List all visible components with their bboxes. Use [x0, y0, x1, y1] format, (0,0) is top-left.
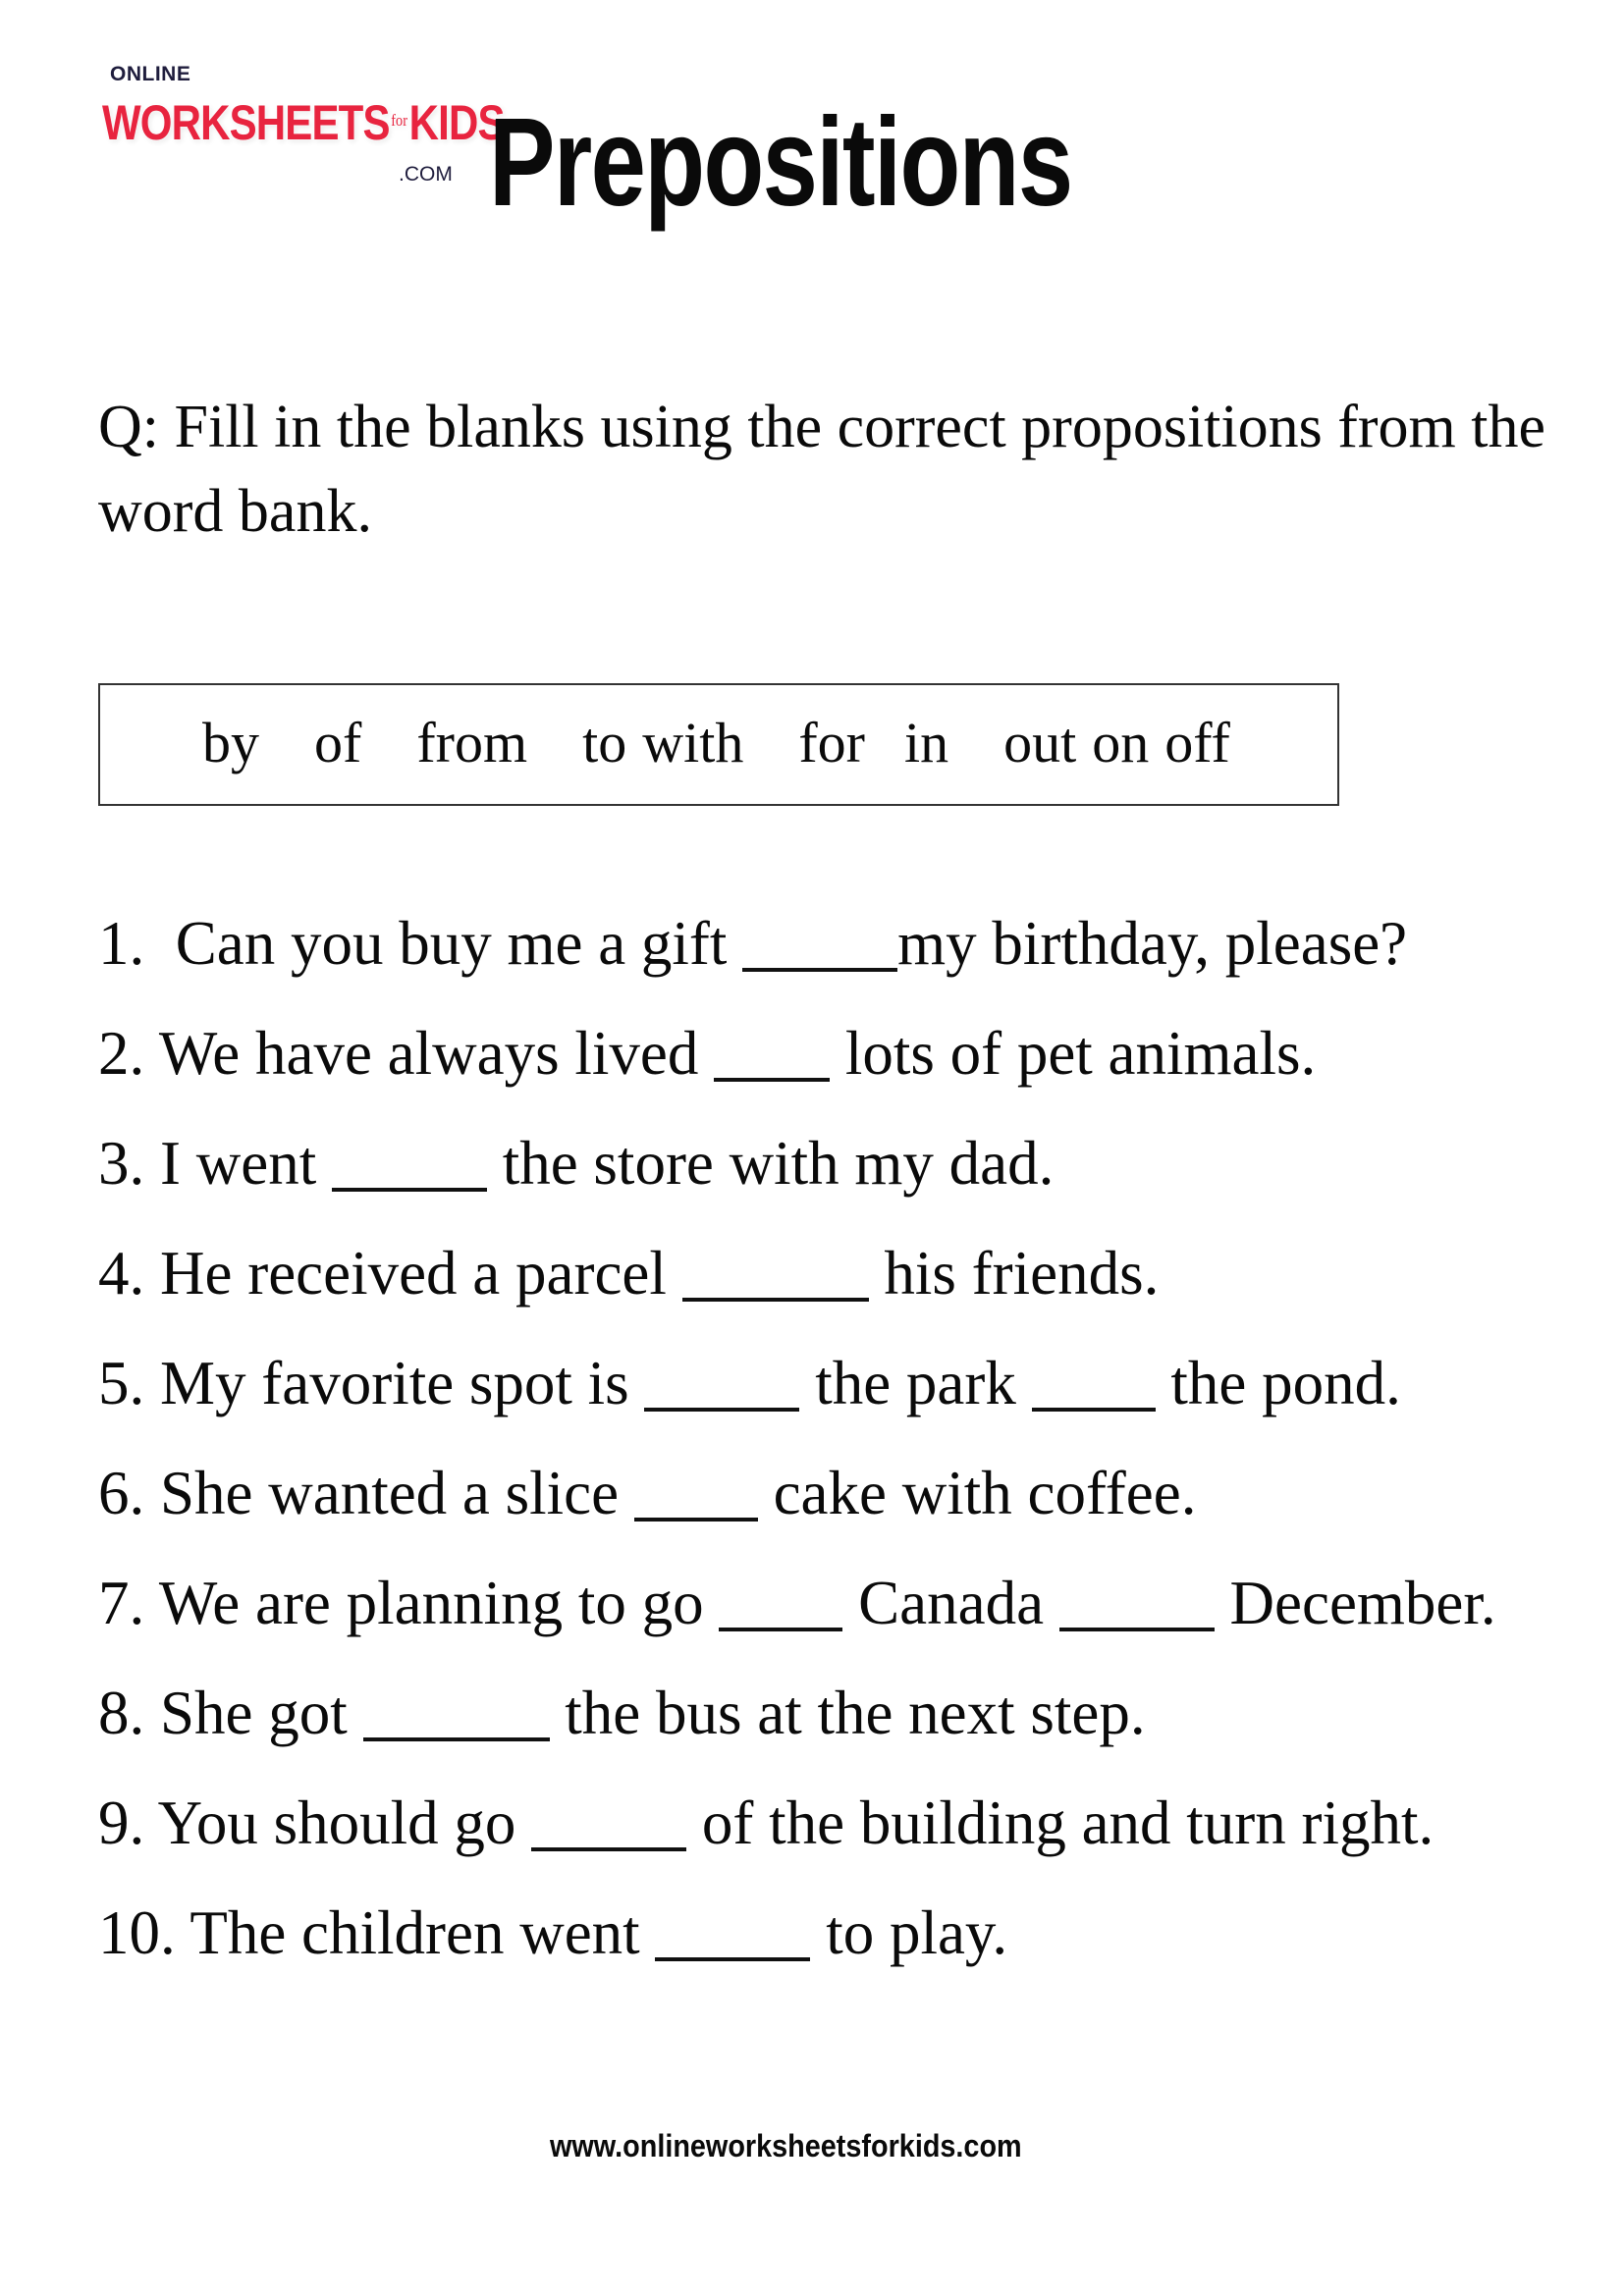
exercise-item-3	[98, 1129, 1055, 1198]
answer-blank[interactable]	[682, 1249, 869, 1302]
logo-kids-text: KIDS	[408, 95, 505, 150]
word-bank-word: by	[202, 711, 259, 774]
logo-for-text: for	[391, 111, 407, 130]
word-bank-box	[98, 683, 1339, 806]
answer-blank[interactable]	[719, 1578, 842, 1631]
item-text: 2. We have always lived	[98, 1019, 715, 1088]
footer-url[interactable]: www.onlineworksheetsforkids.com	[550, 2128, 1022, 2163]
answer-blank[interactable]	[634, 1468, 758, 1522]
answer-blank[interactable]	[1059, 1578, 1215, 1631]
logo-online-text: ONLINE	[110, 63, 191, 85]
item-text: of the building and turn right.	[686, 1789, 1435, 1857]
exercise-item-9	[98, 1789, 1435, 1857]
item-text: 4. He received a parcel	[98, 1239, 682, 1308]
answer-blank[interactable]	[644, 1359, 799, 1412]
exercise-item-8	[98, 1679, 1146, 1747]
question-instructions: Q: Fill in the blanks using the correct propositions from the word bank.	[98, 394, 1546, 545]
answer-blank[interactable]	[714, 1029, 830, 1082]
item-text: the bus at the next step.	[549, 1679, 1146, 1747]
item-text: 10. The children went	[98, 1898, 656, 1967]
answer-blank[interactable]	[363, 1688, 550, 1741]
logo-wordmark	[102, 94, 505, 151]
word-bank-word: with	[642, 711, 744, 774]
item-text: the store with my dad.	[486, 1129, 1055, 1198]
item-text: 3. I went	[98, 1129, 332, 1198]
word-bank-word: for	[798, 711, 865, 774]
word-bank-words	[202, 711, 1230, 774]
page-title: Prepositions	[489, 92, 1072, 233]
exercise-item-2	[98, 1019, 1317, 1088]
answer-blank[interactable]	[1032, 1359, 1156, 1412]
word-bank-word: off	[1164, 711, 1230, 774]
word-bank-word: to	[582, 711, 627, 774]
item-text: 7. We are planning to go	[98, 1569, 720, 1637]
item-text: the park	[799, 1349, 1032, 1417]
word-bank-word: from	[416, 711, 528, 774]
item-text: cake with coffee.	[757, 1459, 1197, 1527]
exercise-item-6	[98, 1459, 1197, 1527]
item-text: his friends.	[868, 1239, 1160, 1308]
item-text: lots of pet animals.	[830, 1019, 1317, 1088]
word-bank-word: in	[903, 711, 949, 774]
logo-worksheets-text: WORKSHEETS	[102, 95, 390, 150]
site-logo	[102, 59, 505, 196]
word-bank-word: of	[314, 711, 362, 774]
answer-blank[interactable]	[332, 1139, 487, 1192]
item-text: 1. Can you buy me a gift	[98, 909, 743, 978]
item-text: the pond.	[1155, 1349, 1401, 1417]
answer-blank[interactable]	[531, 1798, 686, 1851]
item-text: Canada	[842, 1569, 1059, 1637]
exercise-item-1	[98, 909, 1408, 978]
answer-blank[interactable]	[742, 919, 897, 972]
item-text: 9. You should go	[98, 1789, 532, 1857]
item-text: December.	[1214, 1569, 1496, 1637]
logo-com-text: .COM	[399, 163, 453, 186]
exercise-item-5	[98, 1349, 1401, 1417]
exercise-item-7	[98, 1569, 1496, 1637]
word-bank-word: out	[1003, 711, 1077, 774]
item-text: my birthday, please?	[897, 909, 1408, 978]
item-text: 8. She got	[98, 1679, 363, 1747]
item-text: 5. My favorite spot is	[98, 1349, 645, 1417]
exercise-item-4	[98, 1239, 1160, 1308]
item-text: 6. She wanted a slice	[98, 1459, 634, 1527]
exercise-item-10	[98, 1898, 1008, 1967]
answer-blank[interactable]	[655, 1908, 810, 1961]
word-bank-word: on	[1092, 711, 1150, 774]
item-text: to play.	[810, 1898, 1008, 1967]
